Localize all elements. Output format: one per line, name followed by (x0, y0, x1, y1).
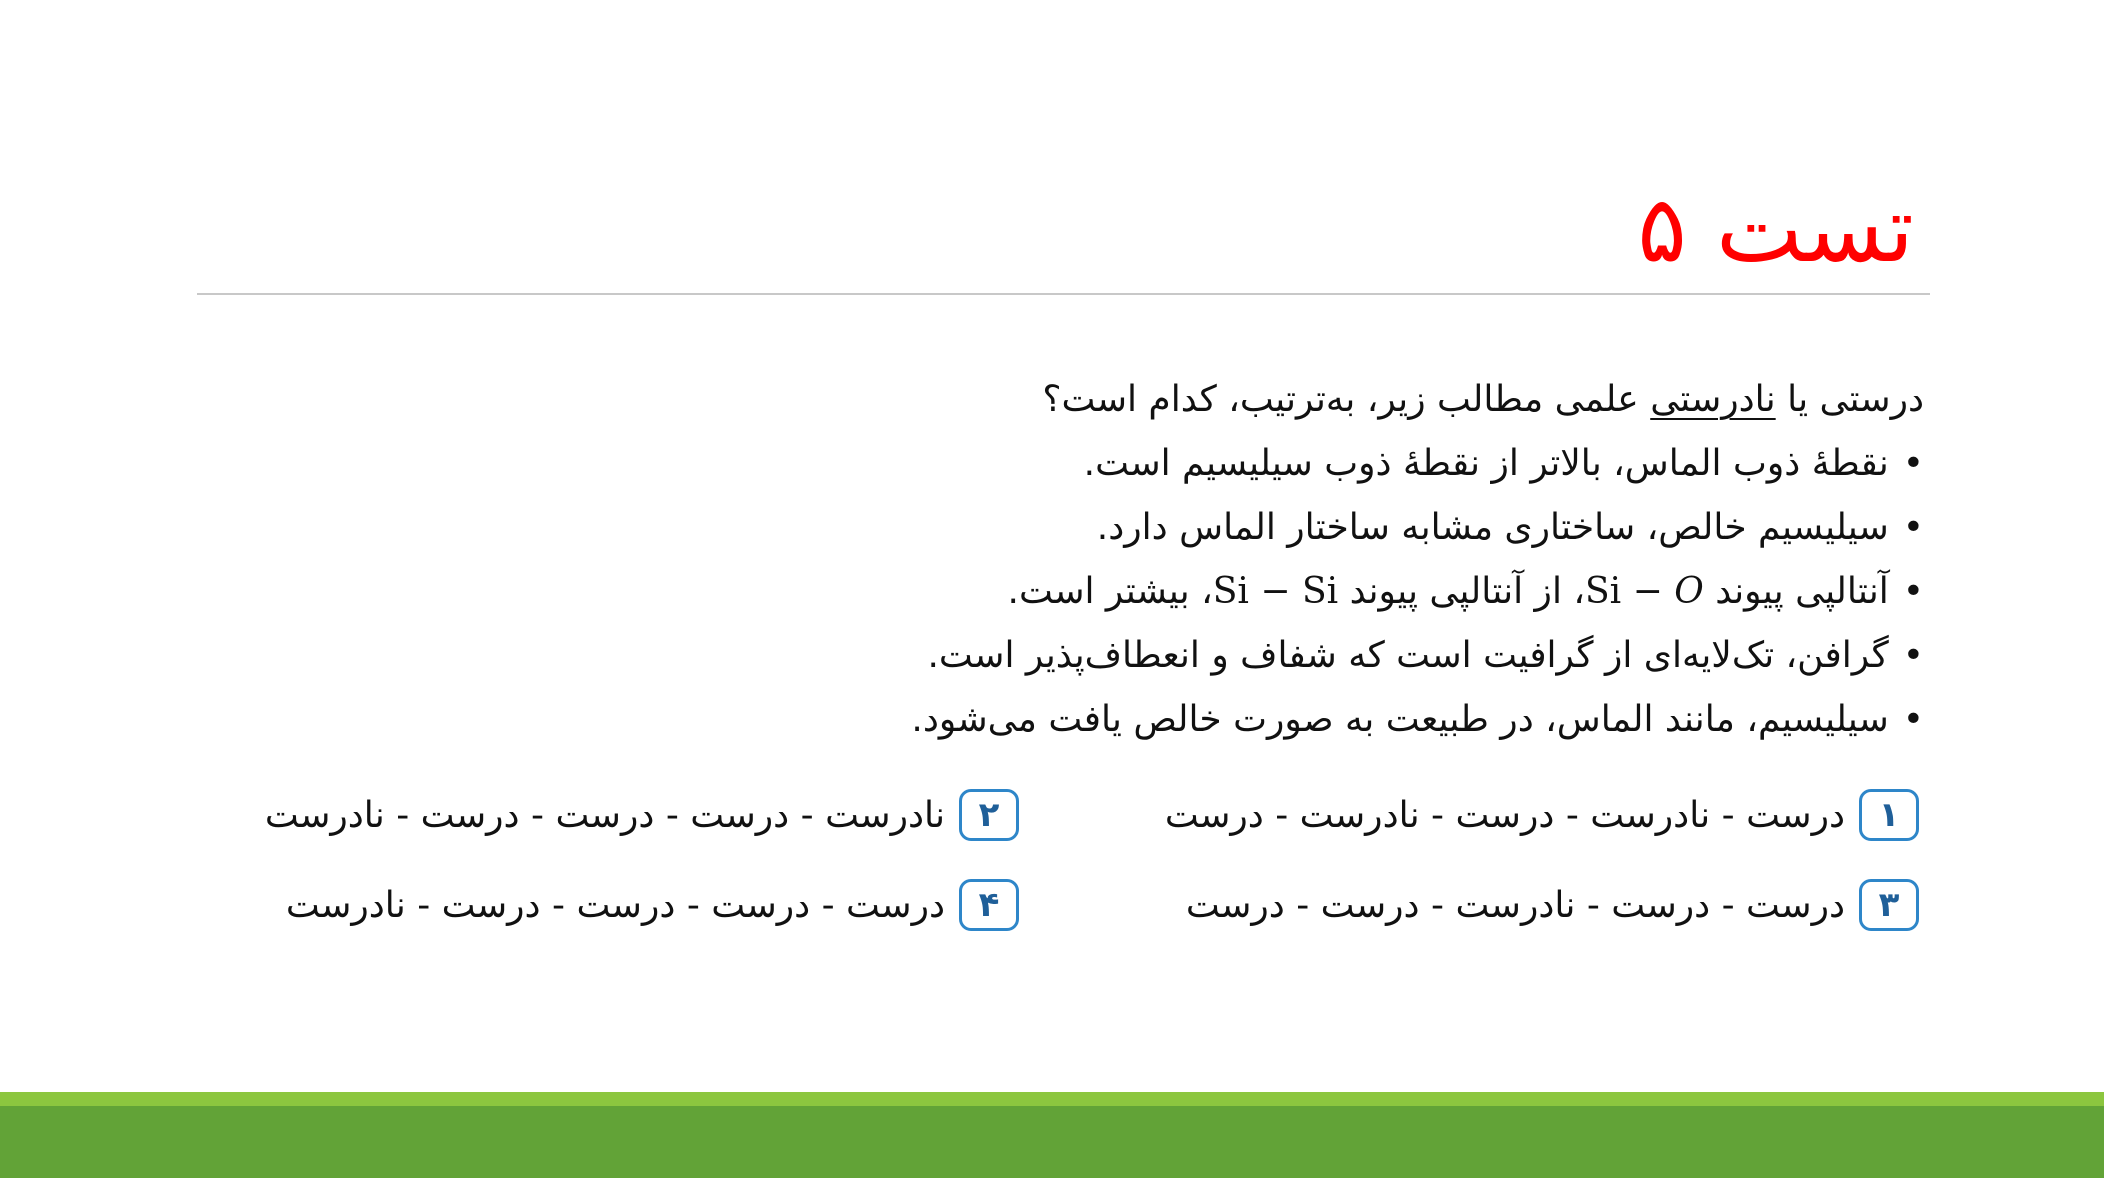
option-2-number: ۲ (959, 789, 1019, 841)
question-block (424, 368, 1924, 752)
statement-3-formula-si-si: Si − Si (1212, 571, 1339, 612)
option-3-text: درست - درست - نادرست - درست - درست (1185, 884, 1845, 926)
statement-5-text: سیلیسیم، مانند الماس، در طبیعت به صورت خالص یافت می‌شود. (911, 699, 1889, 740)
option-4-text: درست - درست - درست - درست - نادرست (285, 884, 945, 926)
option-2[interactable] (159, 785, 1019, 845)
statement-3 (424, 560, 1924, 624)
bullet-icon: • (1902, 443, 1924, 484)
bullet-icon: • (1902, 571, 1924, 612)
statement-4 (424, 624, 1924, 688)
bullet-icon: • (1902, 699, 1924, 740)
statement-2-text: سیلیسیم خالص، ساختاری مشابه ساختار الماس دارد. (1096, 507, 1889, 548)
option-3[interactable] (1059, 875, 1919, 935)
formula-o: O (1674, 571, 1704, 612)
statement-1-text: نقطهٔ ذوب الماس، بالاتر از نقطهٔ ذوب سیلیسیم است. (1083, 443, 1889, 484)
statement-3-formula-si-o (1585, 560, 1704, 624)
option-4[interactable] (159, 875, 1019, 935)
statement-4-text: گرافن، تک‌لایه‌ای از گرافیت است که شفاف و انعطاف‌پذیر است. (927, 635, 1889, 676)
statement-2 (424, 496, 1924, 560)
statement-5 (424, 688, 1924, 752)
question-stem-suffix: علمی مطالب زیر، به‌ترتیب، کدام است؟ (1042, 379, 1651, 420)
footer-accent-stripe (0, 1092, 2104, 1106)
option-1-text: درست - نادرست - درست - نادرست - درست (1164, 794, 1845, 836)
formula-si: Si (1585, 571, 1622, 612)
statement-3-text-a: آنتالپی پیوند (1703, 571, 1889, 612)
question-stem-prefix: درستی یا (1775, 379, 1924, 420)
option-2-text: نادرست - درست - درست - درست - نادرست (264, 794, 945, 836)
title-divider (197, 293, 1930, 295)
option-1[interactable] (1059, 785, 1919, 845)
slide-title: تست ۵ (1637, 176, 1914, 283)
option-3-number: ۳ (1859, 879, 1919, 931)
option-1-number: ۱ (1859, 789, 1919, 841)
statement-3-text-c: ، بیشتر است. (1007, 571, 1213, 612)
bullet-icon: • (1902, 635, 1924, 676)
footer-bar (0, 1106, 2104, 1178)
question-stem (424, 368, 1924, 432)
statement-1 (424, 432, 1924, 496)
question-stem-underlined: نادرستی (1650, 379, 1776, 420)
statement-3-text-b: ، از آنتالپی پیوند (1338, 571, 1586, 612)
option-4-number: ۴ (959, 879, 1019, 931)
answer-options (159, 785, 1919, 965)
formula-minus: − (1621, 571, 1675, 612)
bullet-icon: • (1902, 507, 1924, 548)
